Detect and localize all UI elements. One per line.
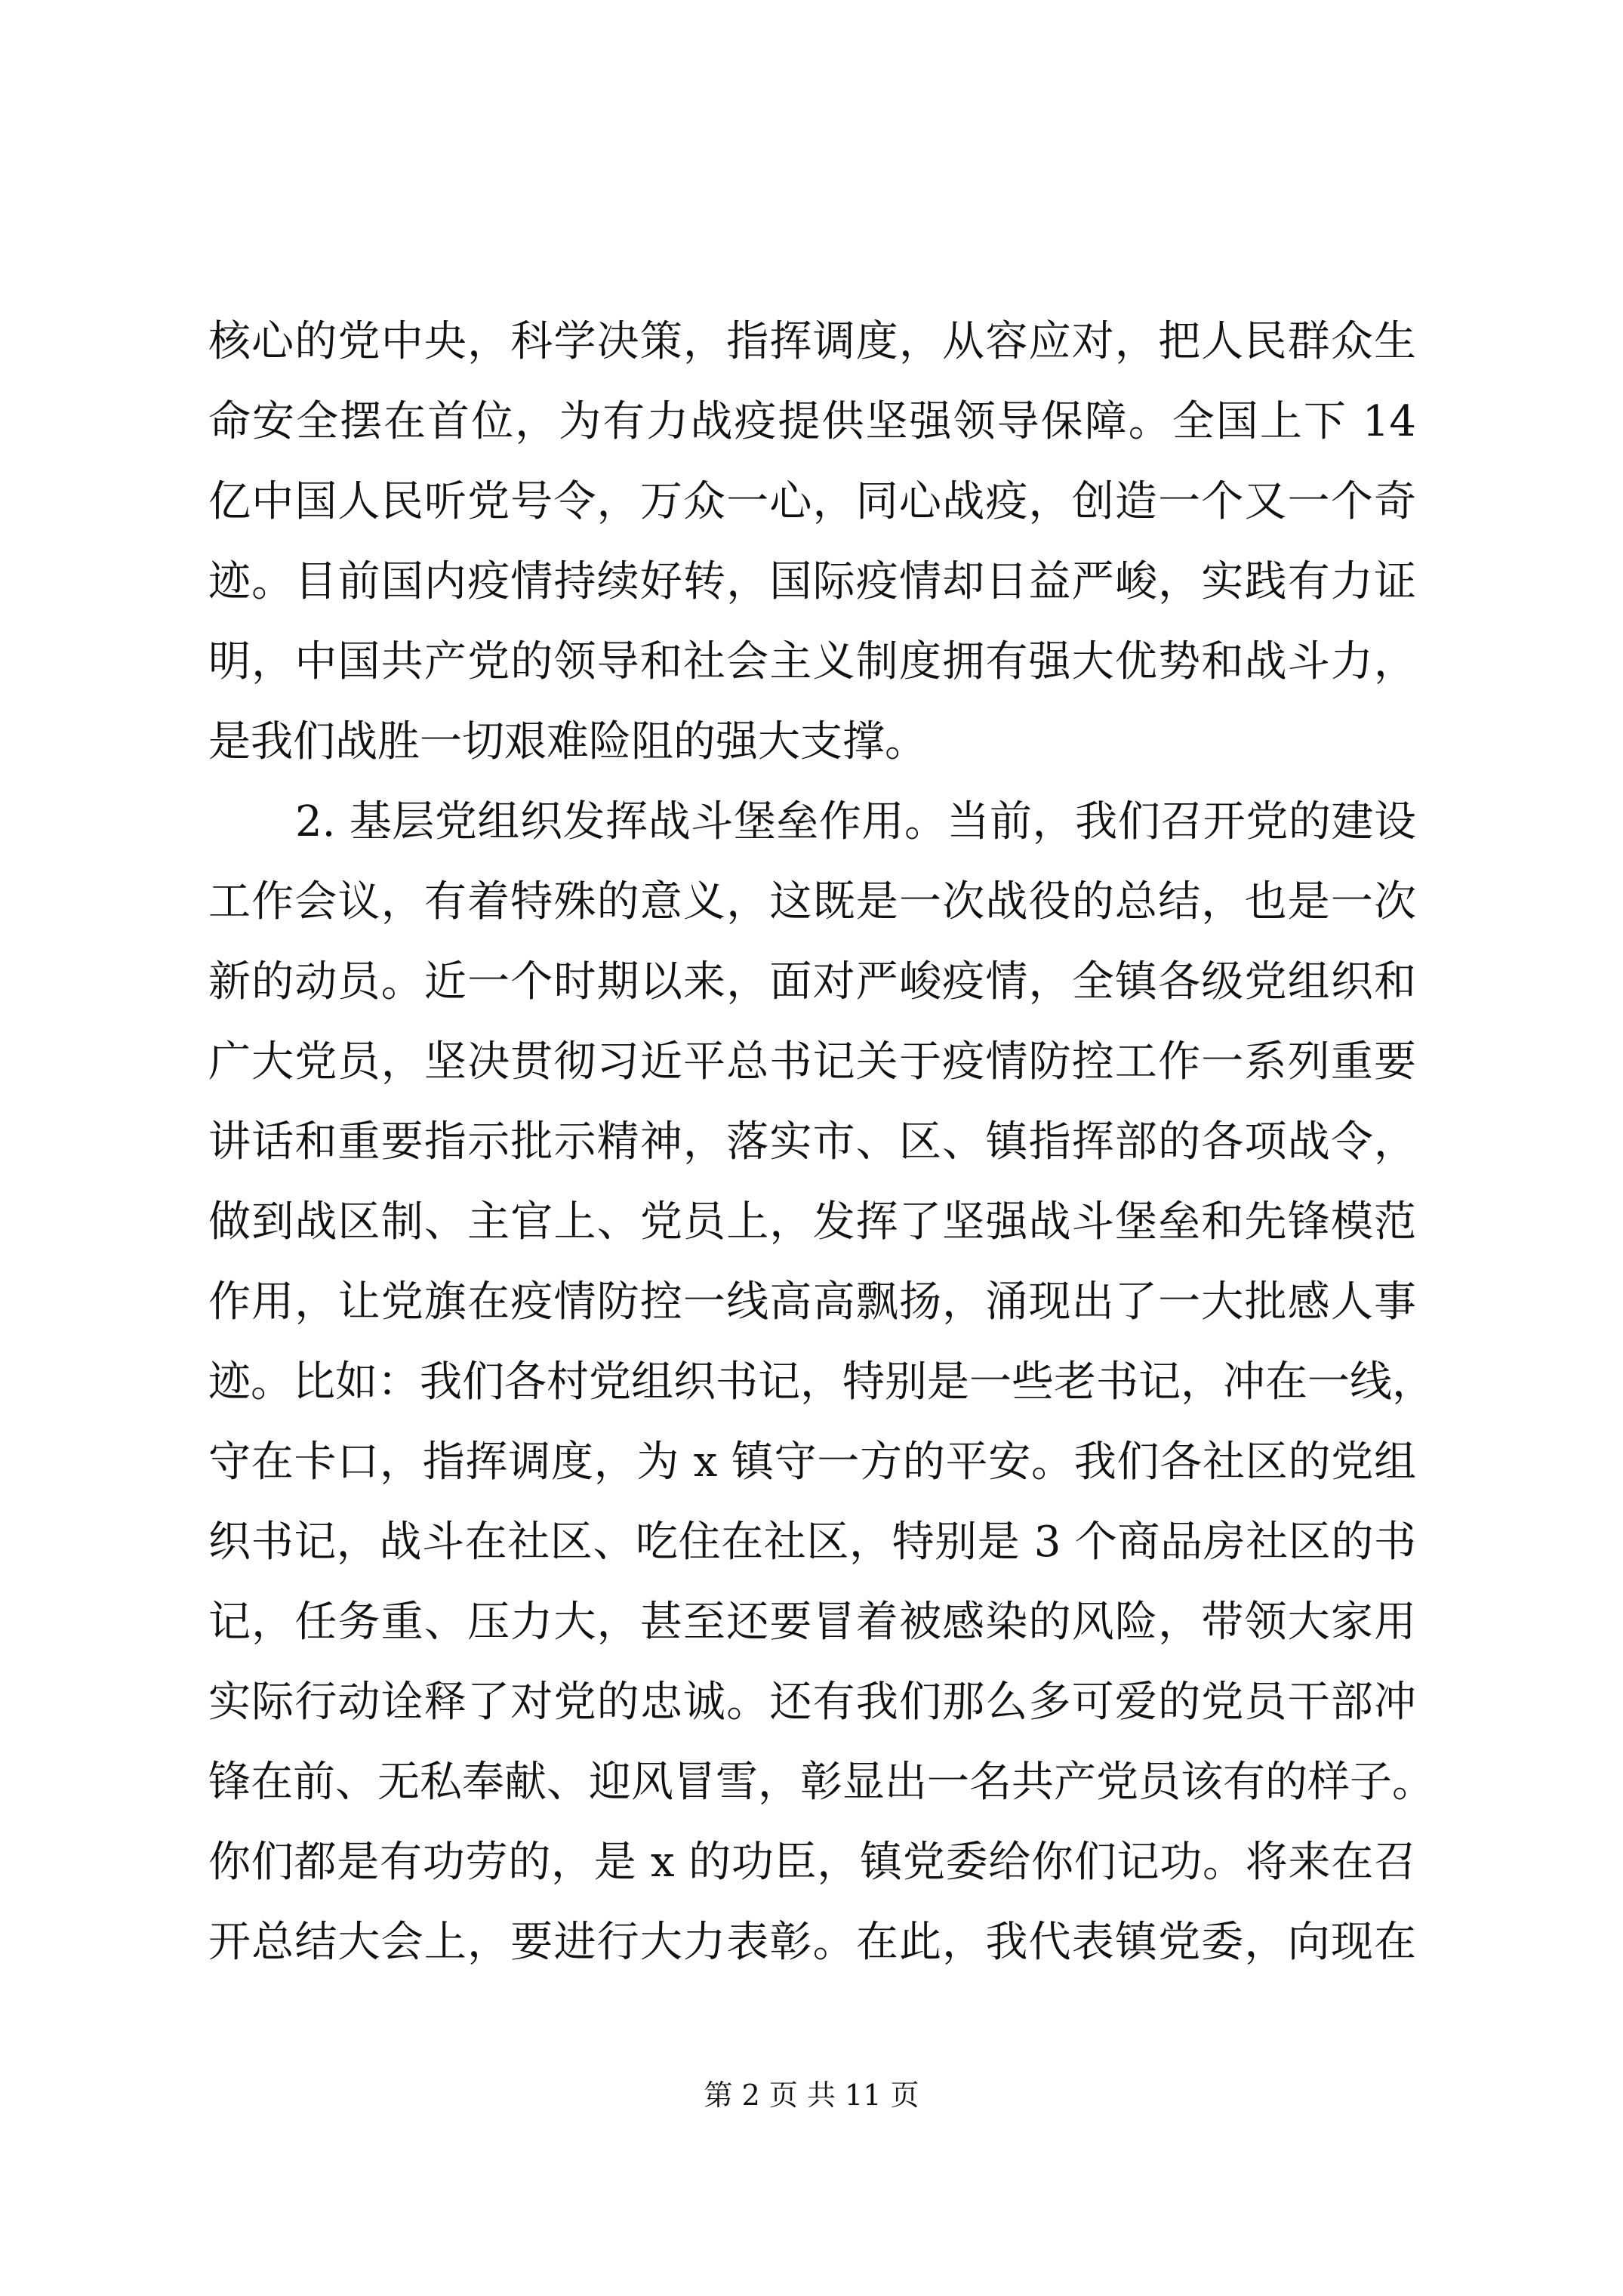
text-line: 迹。比如：我们各村党组织书记，特别是一些老书记，冲在一线， (208, 1358, 1434, 1407)
document-body (208, 302, 1434, 1983)
text-line: 讲话和重要指示批示精神，落实市、区、镇指挥部的各项战令， (208, 1117, 1416, 1166)
text-line: 工作会议，有着特殊的意义，这既是一次战役的总结，也是一次 (208, 877, 1416, 926)
paragraph-1 (208, 302, 1416, 782)
text-line: 你们都是有功劳的，是 x 的功臣，镇党委给你们记功。将来在召 (208, 1838, 1416, 1887)
text-line: 记，任务重、压力大，甚至还要冒着被感染的风险，带领大家用 (208, 1598, 1416, 1647)
text-line: 作用，让党旗在疫情防控一线高高飘扬，涌现出了一大批感人事 (208, 1277, 1416, 1327)
text-line: 2. 基层党组织发挥战斗堡垒作用。当前，我们召开党的建设 (295, 797, 1416, 846)
text-line: 迹。目前国内疫情持续好转，国际疫情却日益严峻，实践有力证 (208, 557, 1416, 606)
text-line: 新的动员。近一个时期以来，面对严峻疫情，全镇各级党组织和 (208, 957, 1416, 1006)
text-line: 亿中国人民听党号令，万众一心，同心战疫，创造一个又一个奇 (208, 477, 1416, 526)
text-line: 核心的党中央，科学决策，指挥调度，从容应对，把人民群众生 (208, 317, 1416, 366)
paragraph-2 (208, 782, 1434, 1983)
text-line: 开总结大会上，要进行大力表彰。在此，我代表镇党委，向现在 (208, 1918, 1416, 1967)
text-line: 守在卡口，指挥调度，为 x 镇守一方的平安。我们各社区的党组 (208, 1438, 1416, 1487)
page-number-footer: 第 2 页 共 11 页 (704, 2079, 919, 2112)
text-line: 实际行动诠释了对党的忠诚。还有我们那么多可爱的党员干部冲 (208, 1678, 1416, 1727)
text-line: 广大党员，坚决贯彻习近平总书记关于疫情防控工作一系列重要 (208, 1037, 1416, 1086)
text-line: 做到战区制、主官上、党员上，发挥了坚强战斗堡垒和先锋模范 (208, 1197, 1416, 1247)
text-line: 明，中国共产党的领导和社会主义制度拥有强大优势和战斗力， (208, 637, 1416, 686)
text-line: 是我们战胜一切艰难险阻的强大支撑。 (208, 717, 927, 766)
text-line: 命安全摆在首位，为有力战疫提供坚强领导保障。全国上下 14 (208, 397, 1416, 446)
text-line: 织书记，战斗在社区、吃住在社区，特别是 3 个商品房社区的书 (208, 1518, 1416, 1567)
text-line: 锋在前、无私奉献、迎风冒雪，彰显出一名共产党员该有的样子。 (208, 1758, 1434, 1807)
